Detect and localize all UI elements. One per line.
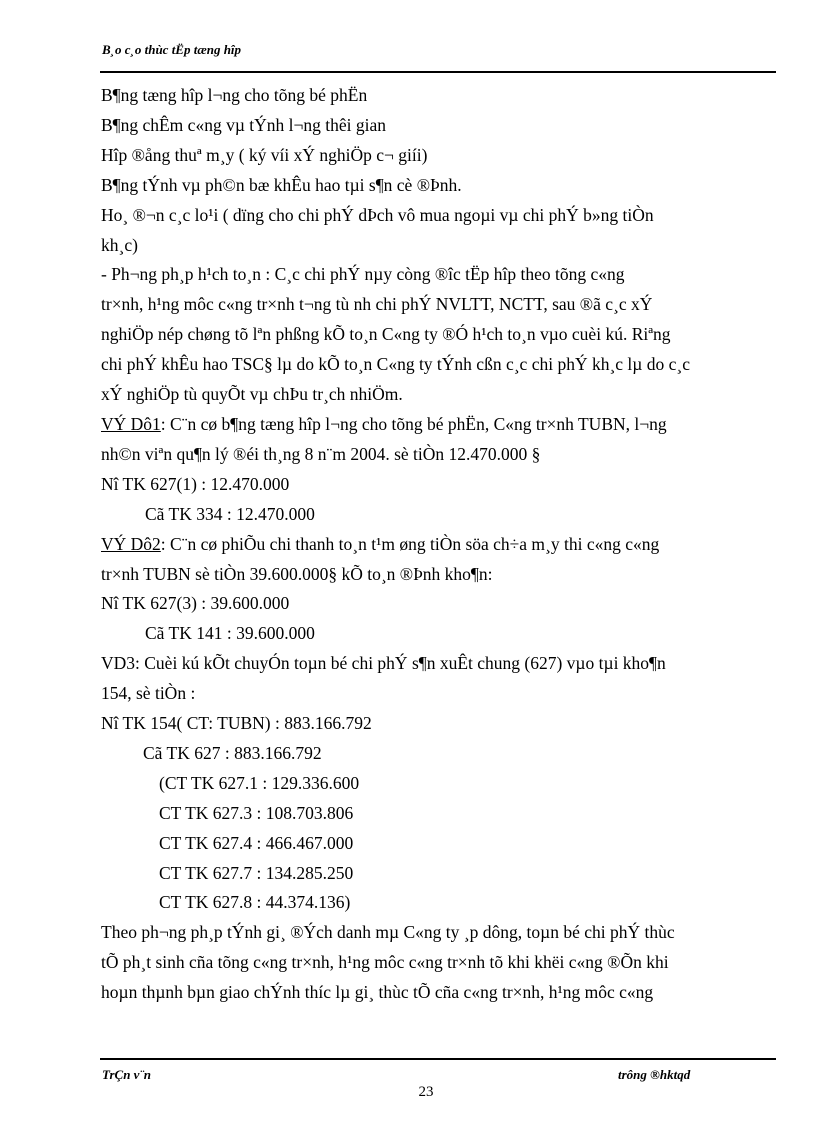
debit-entry: Nî TK 627(3) : 39.600.000: [101, 593, 290, 614]
credit-entry: Cã TK 334 : 12.470.000: [145, 503, 315, 524]
text-line: kh¸c): [101, 234, 138, 255]
detail-entry: (CT TK 627.1 : 129.336.600: [159, 772, 360, 793]
debit-entry: Nî TK 627(1) : 12.470.000: [101, 473, 290, 494]
page-number: 23: [418, 1084, 434, 1100]
footer-author: TrÇn v¨n: [102, 1067, 151, 1082]
text-line: hoµn thµnh bµn giao chÝnh thíc lµ gi¸ thùc tÕ cña c«ng tr×nh, h¹ng môc c«ng: [101, 982, 654, 1003]
example-1-text: : C¨n cø b¶ng tæng hîp l¬ng cho tõng bé phËn, C«ng tr×nh TUBN, l¬ng: [160, 413, 667, 434]
text-line: nh©n viªn qu¶n lý ®éi th¸ng 8 n¨m 2004. sè tiÒn 12.470.000 §: [101, 443, 541, 464]
text-line: B¶ng tÝnh vµ ph©n bæ khÊu hao tµi s¶n cè ®Þnh.: [101, 174, 462, 195]
text-line: nghiÖp nép chøng tõ lªn phßng kÕ to¸n C«ng ty ®Ó h¹ch to¸n vµo cuèi kú. Riªng: [101, 324, 671, 345]
text-line: tÕ ph¸t sinh cña tõng c«ng tr×nh, h¹ng môc c«ng tr×nh tõ khi khëi c«ng ®Õn khi: [101, 952, 669, 973]
example-2-label: VÝ Dô2: [101, 533, 161, 554]
example-3-line: VD3: Cuèi kú kÕt chuyÓn toµn bé chi phÝ s¶n xuÊt chung (627) vµo tµi kho¶n: [101, 653, 666, 674]
credit-entry: Cã TK 141 : 39.600.000: [145, 623, 315, 644]
text-line: xÝ nghiÖp tù quyÕt vµ chÞu tr¸ch nhiÖm.: [101, 384, 403, 405]
example-1-line: [101, 410, 761, 440]
credit-entry: Cã TK 627 : 883.166.792: [143, 742, 322, 763]
text-line: tr×nh TUBN sè tiÒn 39.600.000§ kÕ to¸n ®Þnh kho¶n:: [101, 563, 493, 584]
detail-entry: CT TK 627.3 : 108.703.806: [159, 802, 354, 823]
header-rule: [100, 71, 776, 73]
example-1-label: VÝ Dô1: [101, 413, 161, 434]
text-line: Theo ph¬ng ph¸p tÝnh gi¸ ®Ých danh mµ C«ng ty ¸p dông, toµn bé chi phÝ thùc: [101, 922, 675, 943]
text-line: tr×nh, h¹ng môc c«ng tr×nh t¬ng tù nh chi phÝ NVLTT, NCTT, sau ®ã c¸c xÝ: [101, 294, 653, 315]
running-header: B¸o c¸o thùc tËp tæng hîp: [102, 42, 242, 57]
detail-entry: CT TK 627.4 : 466.467.000: [159, 832, 354, 853]
text-line: chi phÝ khÊu hao TSC§ lµ do kÕ to¸n C«ng ty tÝnh cßn c¸c chi phÝ kh¸c lµ do c¸c: [101, 354, 690, 375]
detail-entry: CT TK 627.8 : 44.374.136): [159, 892, 351, 913]
example-2-text: : C¨n cø phiÕu chi thanh to¸n t¹m øng tiÒn söa ch÷a m¸y thi c«ng c«ng: [160, 533, 660, 554]
text-line: Ho¸ ®¬n c¸c lo¹i ( dïng cho chi phÝ dÞch vô mua ngoµi vµ chi phÝ b»ng tiÒn: [101, 204, 654, 225]
footer-rule: [100, 1058, 776, 1060]
example-2-line: [101, 530, 761, 560]
text-line: - Ph¬ng ph¸p h¹ch to¸n : C¸c chi phÝ nµy còng ®îc tËp hîp theo tõng c«ng: [101, 264, 625, 285]
text-line: B¶ng chÊm c«ng vµ tÝnh l¬ng thêi gian: [101, 114, 386, 135]
text-line: Hîp ®ång thuª m¸y ( ký víi xÝ nghiÖp c¬ giíi): [101, 144, 428, 165]
document-body: [101, 81, 761, 1008]
footer-school: trông ®hktqd: [618, 1067, 691, 1082]
detail-entry: CT TK 627.7 : 134.285.250: [159, 862, 354, 883]
text-line: 154, sè tiÒn :: [101, 683, 196, 704]
text-line: B¶ng tæng hîp l¬ng cho tõng bé phËn: [101, 85, 368, 105]
debit-entry: Nî TK 154( CT: TUBN) : 883.166.792: [101, 713, 372, 734]
